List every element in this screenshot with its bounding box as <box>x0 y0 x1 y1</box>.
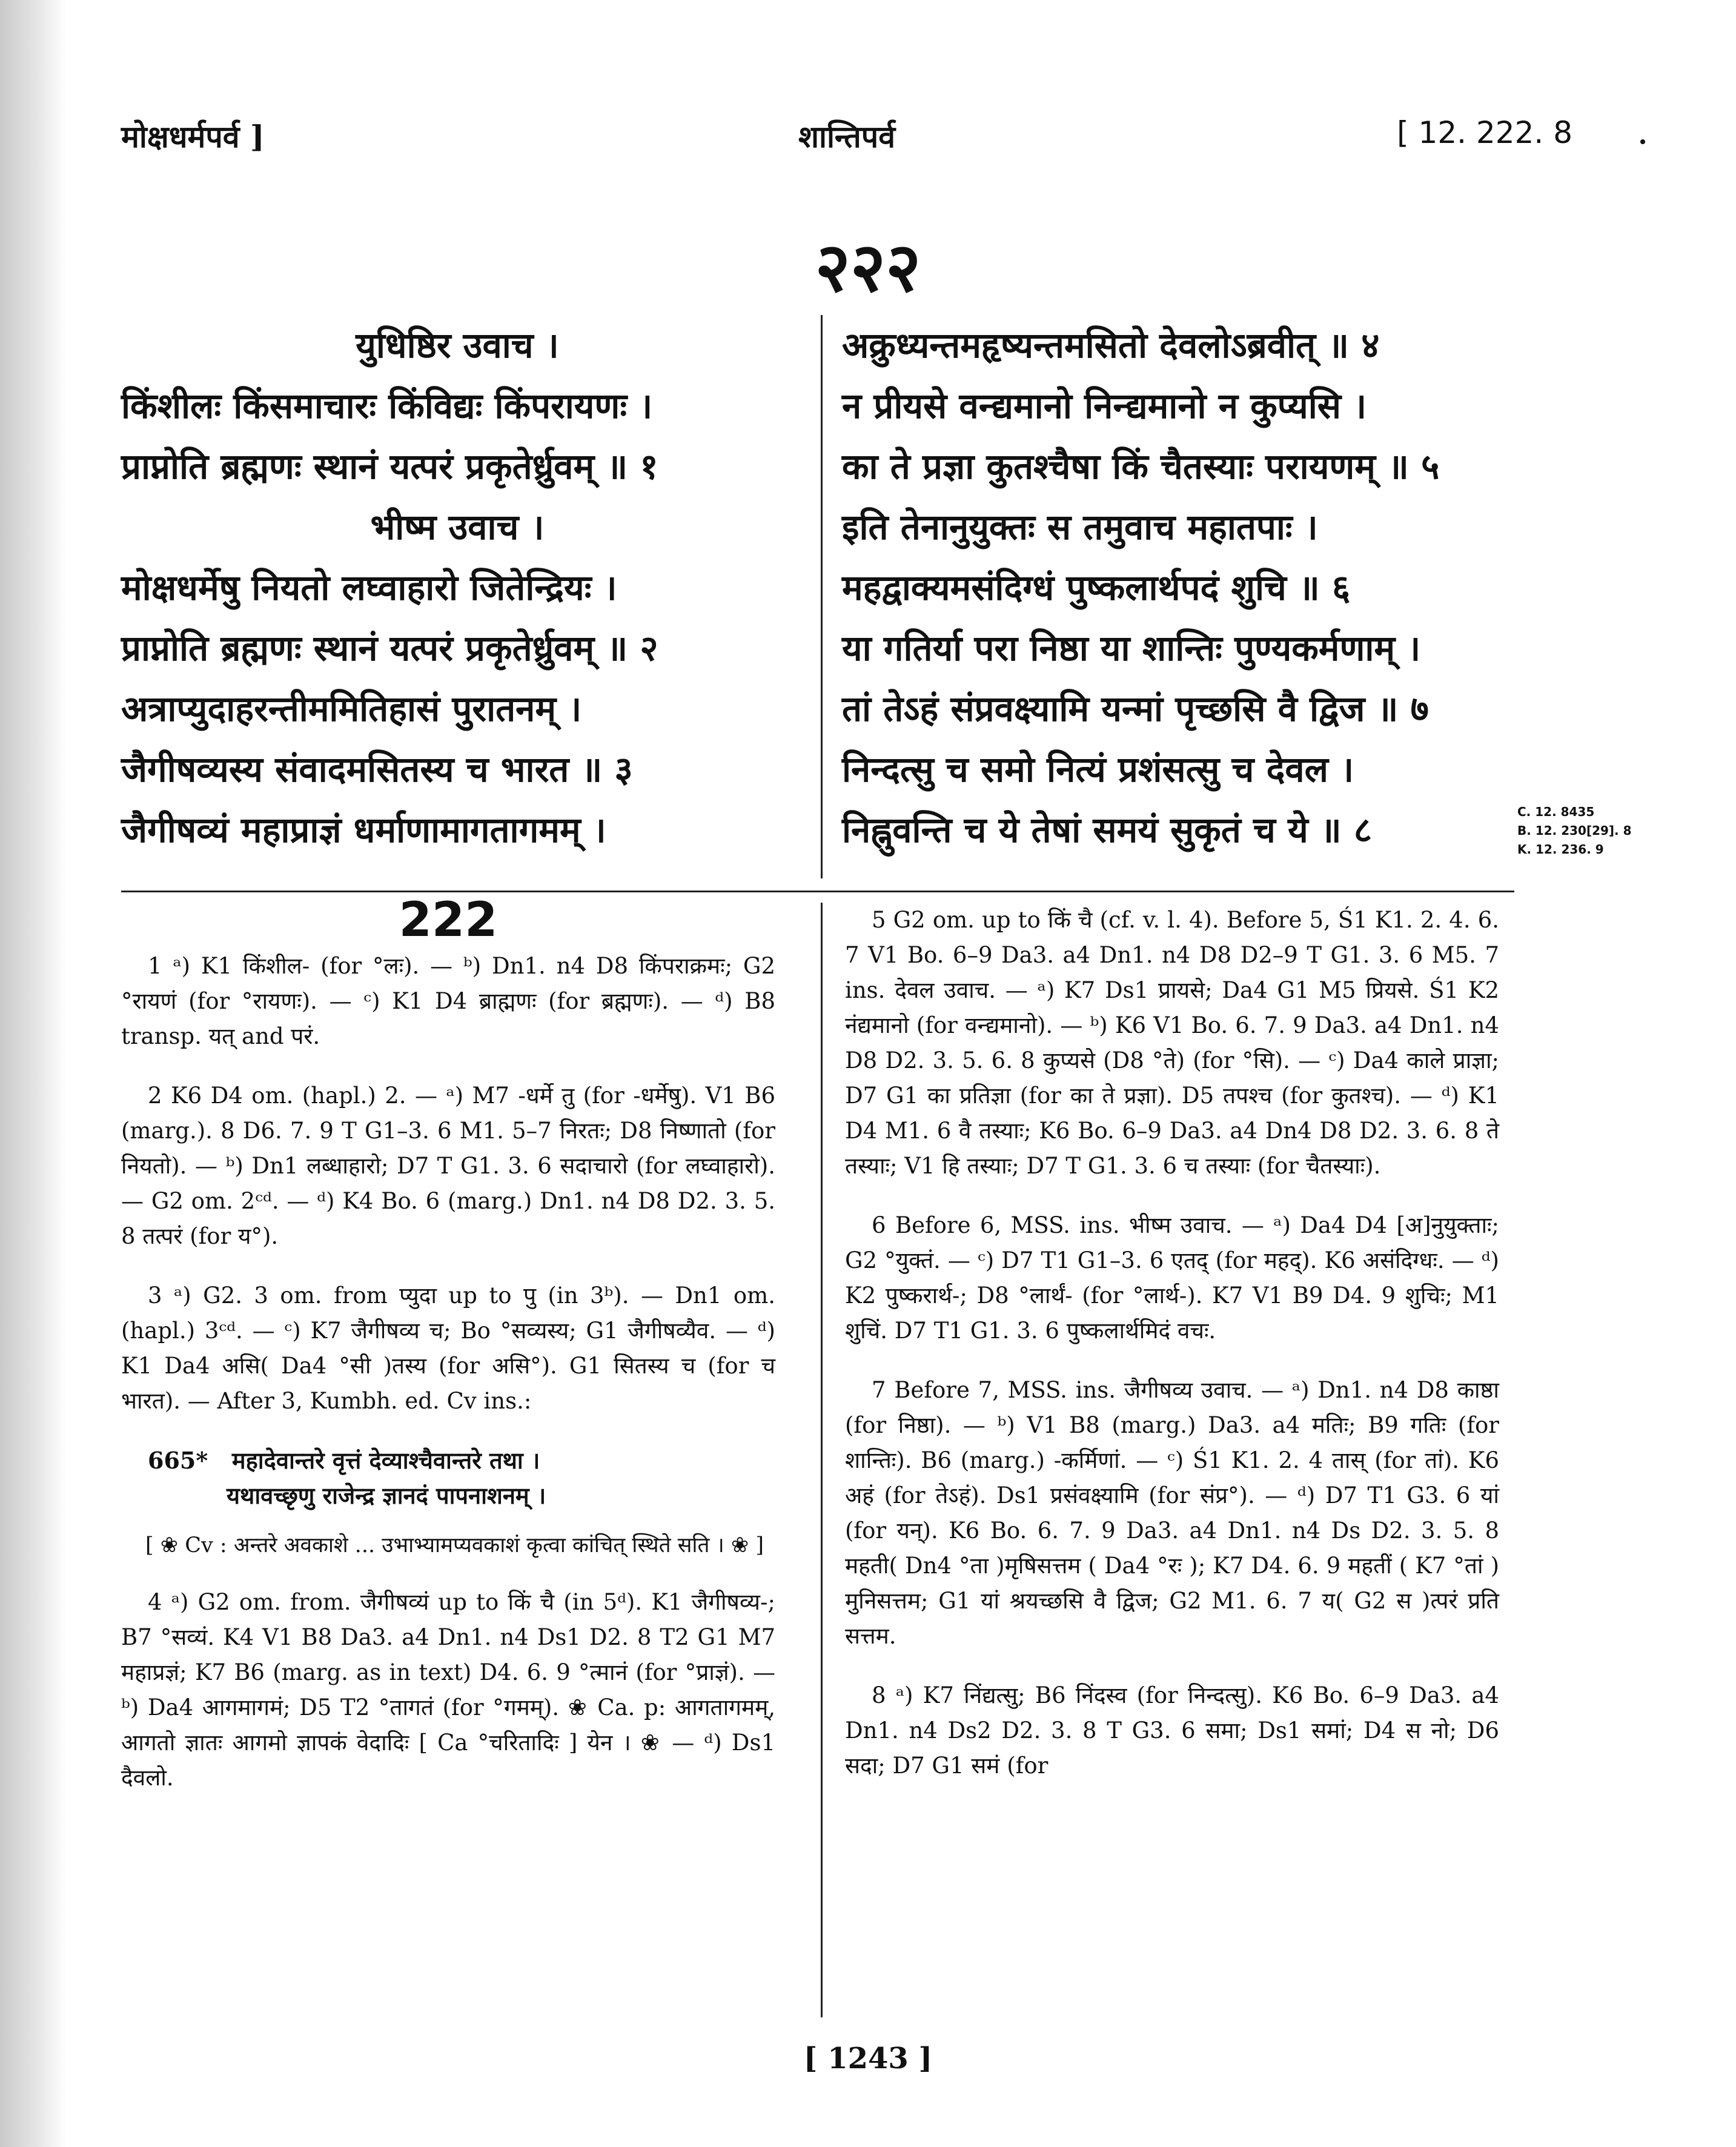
verse-line: अक्रुध्यन्तमहृष्यन्तमसितो देवलोऽब्रवीत् ॥ ४ <box>842 325 1380 366</box>
notes-left-paragraphs <box>121 949 775 1419</box>
verse-line: किंशीलः किंसमाचारः किंविद्यः किंपरायणः । <box>121 385 653 426</box>
horizontal-rule <box>121 891 1514 892</box>
variant-note: 8 ᵃ) K7 निंद्यत्सु; B6 निंदस्व (for निन्दत्सु). K6 Bo. 6–9 Da3. a4 Dn1. n4 Ds2 D2. 3. 8 T G3. 6 समा; Ds1 समां; D4 स नो; D6 सदा; D7 G1 समं (for <box>845 1682 1499 1779</box>
verse-line: इति तेनानुयुक्तः स तमुवाच महातपाः । <box>842 506 1318 548</box>
verse-line: प्राप्नोति ब्रह्मणः स्थानं यत्परं प्रकृतेर्ध्रुवम् ॥ २ <box>121 628 658 669</box>
verse-line: निह्नुवन्ति च ये तेषां समयं सुकृतं च ये ॥ ८ <box>842 809 1373 851</box>
variant-note: 5 G2 om. up to किं चै (cf. v. l. 4). Before 5, Ś1 K1. 2. 4. 6. 7 V1 Bo. 6–9 Da3. a4 Dn1. n4 D8 D2–9 T G1. 3. 6 M5. 7 ins. देवल उवाच. — ᵃ) K7 Ds1 प्रायसे; Da4 G1 M5 प्रियसे. Ś1 K2 नंद्यमानो (for वन्द्यमानो). — ᵇ) K6 V1 Bo. 6. 7. 9 Da3. a4 Dn1. n4 D8 D2. 3. 5. 6. 8 कुप्यसे (D8 °ते) (for °सि). — ᶜ) Da4 काले प्राज्ञा; D7 G1 का प्रतिज्ञा (for का ते प्रज्ञा). D5 तपश्च (for कुतश्च). — ᵈ) K1 D4 M1. 6 वै तस्याः; K6 Bo. 6–9 Da3. a4 Dn4 D8 D2. 3. 6. 8 ते तस्याः; V1 हि तस्याः; D7 T G1. 3. 6 च तस्याः (for चैतस्याः). <box>845 907 1499 1179</box>
verse-line: जैगीषव्यस्य संवादमसितस्य च भारत ॥ ३ <box>121 749 633 790</box>
variant-note: 3 ᵃ) G2. 3 om. from प्युदा up to पु (in 3ᵇ). — Dn1 om. (hapl.) 3ᶜᵈ. — ᶜ) K7 जैगीषव्य च; Bo °सव्यस्य; G1 जैगीषव्यैव. — ᵈ) K1 Da4 असि( Da4 °सी )तस्य (for असि°). G1 सितस्य च (for च भारत). — After 3, Kumbh. ed. Cv ins.: <box>121 1283 775 1414</box>
verse-line: निन्दत्सु च समो नित्यं प्रशंसत्सु च देवल । <box>842 749 1354 790</box>
commentary-note: [ ❀ Cv : अन्तरे अवकाशे ... उभाभ्यामप्यवकाशं कृत्वा कांचित् स्थिते सति । ❀ ] <box>145 1533 764 1558</box>
verse-line: जैगीषव्यं महाप्राज्ञं धर्माणामागतागमम् । <box>121 809 606 851</box>
notes-chapter-number: 222 <box>399 893 498 947</box>
margin-dot <box>1640 139 1645 144</box>
variant-note: 7 Before 7, MSS. ins. जैगीषव्य उवाच. — ᵃ) Dn1. n4 D8 काष्ठा (for निष्ठा). — ᵇ) V1 B8 (marg.) Da3. a4 मतिः; B9 गतिः (for शान्तिः). B6 (marg.) -कर्मिणां. — ᶜ) Ś1 K1. 2. 4 तास् (for तां). K6 अहं (for तेऽहं). Ds1 प्रसंवक्ष्यामि (for संप्र°). — ᵈ) D7 T1 G3. 6 यां (for यन्). K6 Bo. 6. 7. 9 Da3. a4 Dn1. n4 Ds D2. 3. 5. 8 महती( Dn4 °ता )मृषिसत्तम ( Da4 °रः ); K7 D4. 6. 9 महतीं ( K7 °तां ) मुनिसत्तम; G1 यां श्रयच्छसि वै द्विज; G2 M1. 6. 7 य( G2 स )त्परं प्रति सत्तम. <box>845 1377 1499 1649</box>
speaker-line: भीष्म उवाच । <box>370 506 545 548</box>
verse-column-right <box>842 315 1514 860</box>
running-header <box>121 115 1572 182</box>
additional-passage-line-2: यथावच्छृणु राजेन्द्र ज्ञानदं पापनाशनम् । <box>227 1482 546 1509</box>
additional-passage-line <box>148 1443 775 1478</box>
verse-line: न प्रीयसे वन्द्यमानो निन्द्यमानो न कुप्यसि । <box>842 385 1367 426</box>
verse-line: महद्वाक्यमसंदिग्धं पुष्कलार्थपदं शुचि ॥ ६ <box>842 567 1351 608</box>
verse-line: प्राप्नोति ब्रह्मणः स्थानं यत्परं प्रकृतेर्ध्रुवम् ॥ १ <box>121 446 658 487</box>
chapter-number-devanagari: २२२ <box>815 228 921 307</box>
speaker-line: युधिष्ठिर उवाच । <box>356 325 559 366</box>
notes-left-paragraphs-after <box>121 1585 775 1796</box>
variant-note: 4 ᵃ) G2 om. from. जैगीषव्यं up to किं चै (in 5ᵈ). K1 जैगीषव्य-; B7 °सव्यं. K4 V1 B8 Da3. a4 Dn1. n4 Ds1 D2. 8 T2 G1 M7 महाप्रज्ञं; K7 B6 (marg. as in text) D4. 6. 9 °त्मानं (for °प्राज्ञं). — ᵇ) Da4 आगमागमं; D5 T2 °तागतं (for °गमम्). ❀ Ca. p: आगतागमम्, आगतो ज्ञातः आगमो ज्ञापकं वेदादिः [ Ca °चरितादिः ] येन । ❀ — ᵈ) Ds1 दैवलो. <box>121 1589 775 1791</box>
header-right: [ 12. 222. 8 <box>1397 115 1572 150</box>
concordance-line: C. 12. 8435 <box>1517 805 1595 819</box>
notes-column-right <box>845 903 1499 1808</box>
critical-apparatus <box>121 893 1514 2023</box>
verse-line: या गतिर्या परा निष्ठा या शान्तिः पुण्यकर्मणाम् । <box>842 628 1421 669</box>
verse-text <box>121 315 1514 884</box>
concordance-references <box>1517 803 1632 859</box>
column-divider <box>821 315 823 878</box>
variant-note: 1 ᵃ) K1 किंशील- (for °लः). — ᵇ) Dn1. n4 D8 किंपराक्रमः; G2 °रायणं (for °रायणः). — ᶜ) K1 D4 ब्राह्मणः (for ब्रह्मणः). — ᵈ) B8 transp. यत् and परं. <box>121 953 775 1049</box>
concordance-line: B. 12. 230[29]. 8 <box>1517 823 1632 838</box>
verse-line: तां तेऽहं संप्रवक्ष्यामि यन्मां पृच्छसि वै द्विज ॥ ७ <box>842 688 1429 729</box>
additional-passage <box>148 1443 775 1513</box>
verse-line: अत्राप्युदाहरन्तीममितिहासं पुरातनम् । <box>121 688 582 729</box>
notes-column-left <box>121 893 775 1820</box>
verse-line: का ते प्रज्ञा कुतश्चैषा किं चैतस्याः परायणम् ॥ ५ <box>842 446 1440 487</box>
variant-note: 2 K6 D4 om. (hapl.) 2. — ᵃ) M7 -धर्मे तु (for -धर्मेषु). V1 B6 (marg.). 8 D6. 7. 9 T G1–3. 6 M1. 5–7 निरतः; D8 निष्णातो (for नियतो). — ᵇ) Dn1 लब्धाहारो; D7 T G1. 3. 6 सदाचारो (for लघ्वाहारो). — G2 om. 2ᶜᵈ. — ᵈ) K4 Bo. 6 (marg.) Dn1. n4 D8 D2. 3. 5. 8 तत्परं (for य°). <box>121 1083 775 1249</box>
additional-passage-number: 665* <box>148 1447 208 1474</box>
verse-line: मोक्षधर्मेषु नियतो लघ्वाहारो जितेन्द्रियः । <box>121 567 617 608</box>
header-center: शान्तिपर्व <box>798 119 895 154</box>
page-number: [ 1243 ] <box>803 2042 933 2076</box>
notes-column-divider <box>821 903 823 2017</box>
variant-note: 6 Before 6, MSS. ins. भीष्म उवाच. — ᵃ) Da4 D4 [अ]नुयुक्ताः; G2 °युक्तं. — ᶜ) D7 T1 G1–3. 6 एतद् (for महद्). K6 असंदिग्धः. — ᵈ) K2 पुष्करार्थ-; D8 °लार्थं- (for °लार्थ-). K7 V1 B9 D4. 9 शुचिः; M1 शुचिं. D7 T1 G1. 3. 6 पुष्कलार्थमिदं वचः. <box>845 1212 1499 1344</box>
additional-passage-line-1: महादेवान्तरे वृत्तं देव्याश्चैवान्तरे तथा । <box>231 1447 540 1474</box>
scan-edge-shadow <box>0 0 67 2147</box>
verse-column-left <box>121 315 793 860</box>
header-left: मोक्षधर्मपर्व ] <box>121 119 265 154</box>
concordance-line: K. 12. 236. 9 <box>1517 842 1604 857</box>
